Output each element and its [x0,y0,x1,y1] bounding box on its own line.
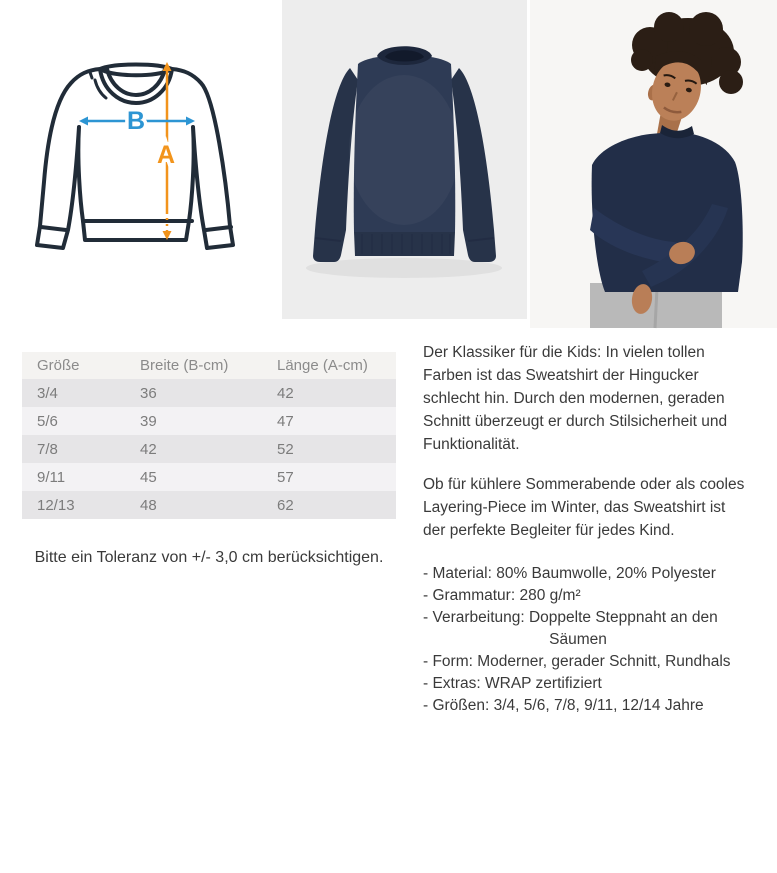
length-cell: 42 [262,379,396,407]
feature-material: - Material: 80% Baumwolle, 20% Polyester [423,565,716,582]
width-cell: 42 [125,435,262,463]
product-description [423,341,763,717]
length-cell: 47 [262,407,396,435]
table-row [22,435,396,463]
sweatshirt-outline-drawing [0,0,282,320]
length-cell: 57 [262,463,396,491]
table-row [22,491,396,519]
size-cell: 7/8 [22,435,125,463]
boy-wearing-sweatshirt-image [530,0,777,330]
size-diagram-image[interactable] [0,0,282,320]
size-table [22,352,396,519]
header-groesse: Größe [22,352,125,379]
size-cell: 5/6 [22,407,125,435]
width-cell: 45 [125,463,262,491]
size-cell: 9/11 [22,463,125,491]
feature-extras: - Extras: WRAP zertifiziert [423,675,602,692]
feature-groessen: - Größen: 3/4, 5/6, 7/8, 9/11, 12/14 Jahre [423,697,704,714]
model-photo[interactable] [530,0,777,328]
length-cell: 52 [262,435,396,463]
size-cell: 12/13 [22,491,125,519]
feature-verarbeitung: - Verarbeitung: Doppelte Steppnaht an den [423,609,718,626]
table-row [22,407,396,435]
description-paragraph-2: Ob für kühlere Sommerabende oder als cooles Layering-Piece im Winter, das Sweatshirt ist der perfekte Begleiter für jedes Kind. [423,476,745,539]
feature-verarbeitung-cont: Säumen [549,631,607,648]
navy-sweatshirt-flat-lay-image [282,0,527,319]
width-label: B [126,107,146,135]
feature-list [423,563,763,717]
product-photo[interactable] [282,0,527,319]
width-cell: 36 [125,379,262,407]
size-table-header-row [22,352,396,379]
length-cell: 62 [262,491,396,519]
feature-form: - Form: Moderner, gerader Schnitt, Rundhals [423,653,731,670]
header-breite: Breite (B-cm) [125,352,262,379]
size-cell: 3/4 [22,379,125,407]
header-laenge: Länge (A-cm) [262,352,396,379]
width-cell: 39 [125,407,262,435]
table-row [22,463,396,491]
feature-grammatur: - Grammatur: 280 g/m² [423,587,581,604]
width-cell: 48 [125,491,262,519]
table-row [22,379,396,407]
size-info-column [22,352,396,567]
tolerance-note: Bitte ein Toleranz von +/- 3,0 cm berücksichtigen. [34,549,384,566]
length-label: A [156,141,176,169]
description-paragraph-1: Der Klassiker für die Kids: In vielen tollen Farben ist das Sweatshirt der Hingucker schlecht hin. Durch den modernen, geraden Schnitt überzeugt er durch Stilsicherheit und Funktionalität. [423,344,728,453]
